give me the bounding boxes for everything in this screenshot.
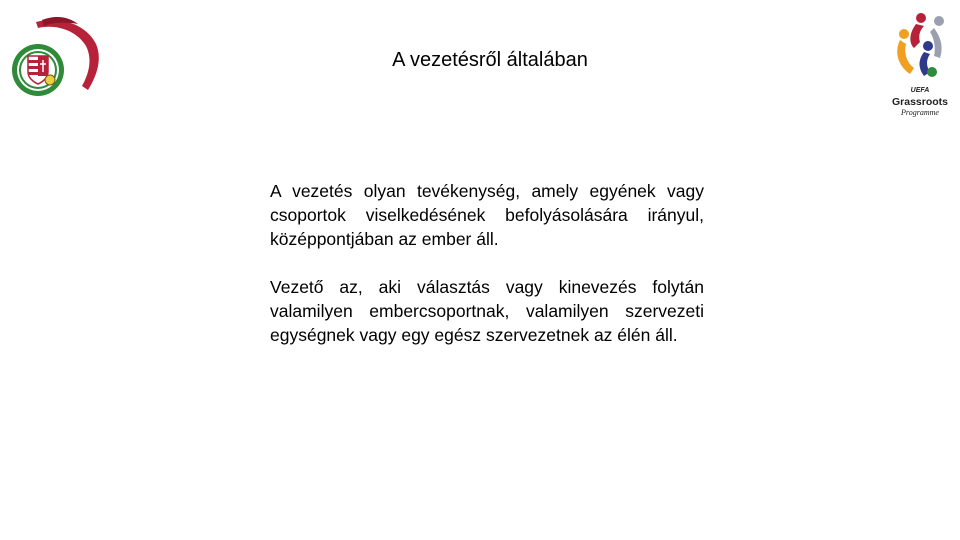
slide-title: A vezetésről általában [392,49,588,71]
grassroots-text: Grassroots [891,96,949,108]
definition-paragraph: A vezetés olyan tevékenység, amely egyének vagy csoportok viselkedésének befolyásolására irányul, középpontjában az ember áll. [270,181,704,249]
programme-text: Programme [901,108,939,117]
uefa-text: UEFA [910,87,930,94]
leader-paragraph: Vezető az, aki választás vagy kinevezés folytán valamilyen embercsoportnak, valamilyen szervezeti egységnek vagy egy egész szervezetnek az élén áll. [270,277,704,345]
slide-body [270,179,704,371]
